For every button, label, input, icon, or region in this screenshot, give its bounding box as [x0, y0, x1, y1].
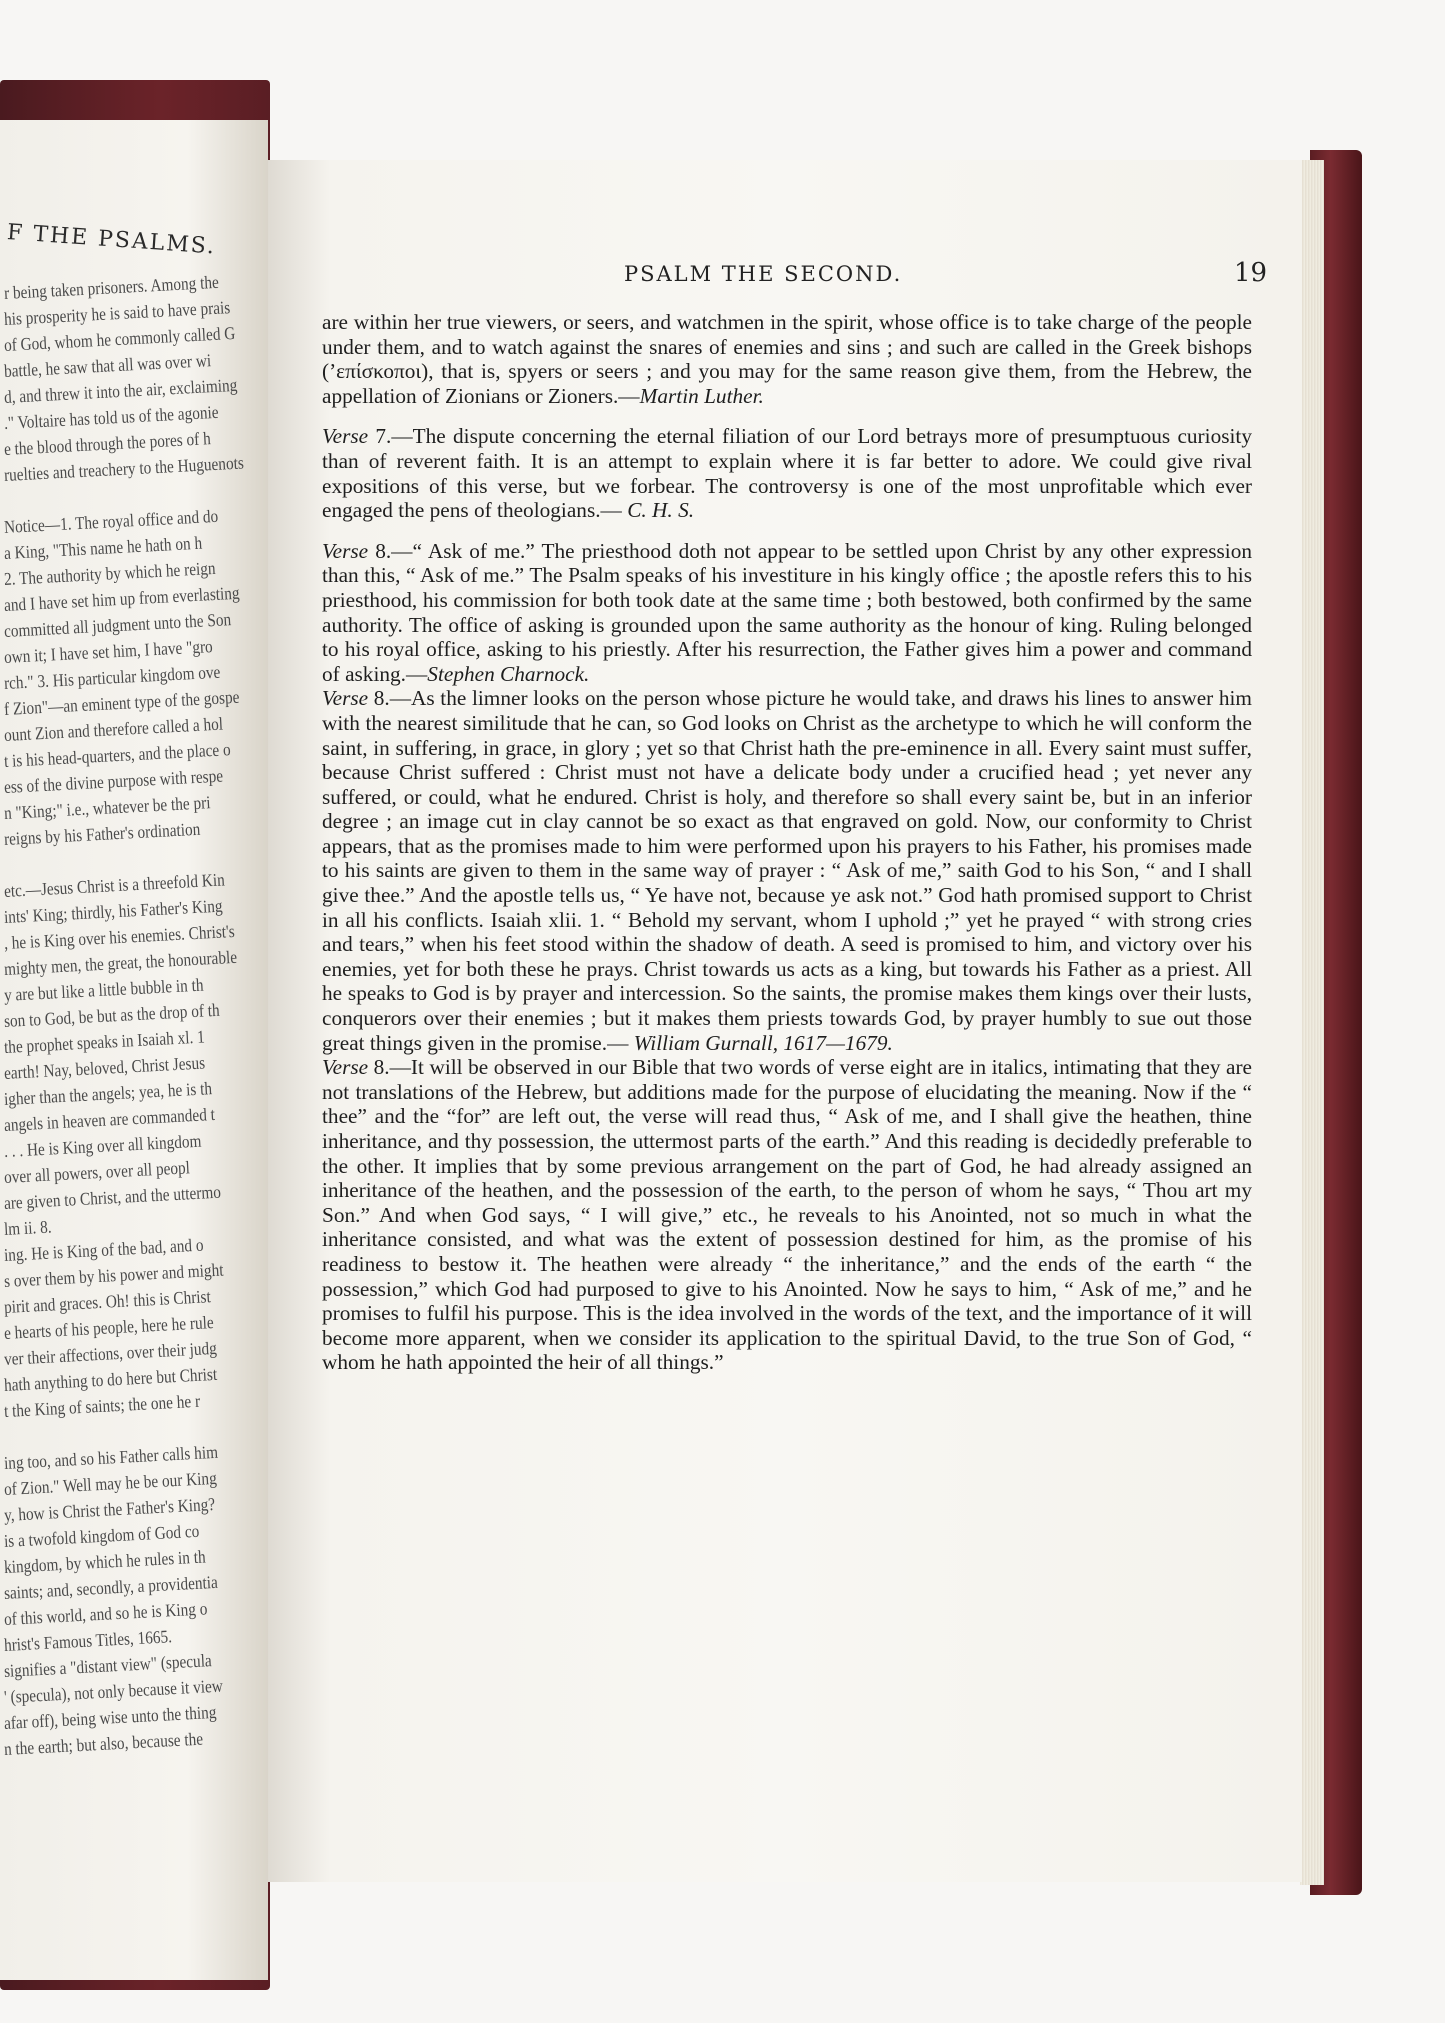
verse-label: Verse [322, 538, 369, 563]
paragraph: Verse 8.—As the limner looks on the person whose picture he would take, and draws his lines to answer him with the nearest similitude that he can, so God looks on Christ as the archetype to which he will conform the saint, in suffering, in grace, in glory ; yet so that Christ hath the pre-eminence in all. Every saint must suffer, because Christ suffered : Christ must not have a delicate body under a crucified head ; yet never any suffered, or could, what he endured. Christ is holy, and therefore so shall every saint be, but in an inferior degree ; an image cut in clay cannot be so exact as that engraved on gold. Now, our conformity to Christ appears, that as the promises made to him were performed upon his prayers to his Father, his promises made to his saints are given to them in the same way of prayer : “ Ask of me,” saith God to his Son, “ and I shall give thee.” And the apostle tells us, “ Ye have not, because ye ask not.” God hath promised support to Christ in all his conflicts. Isaiah xlii. 1. “ Behold my servant, whom I uphold ;” yet he prayed “ with strong cries and tears,” when his feet stood within the shadow of death. A seed is promised to him, and victory over his enemies, yet for both these he prays. Christ towards us acts as a king, but towards his Father as a priest. All he speaks to God is by prayer and intercession. So the saints, the promise makes them kings over their lusts, conquerors over their enemies ; but it makes them priests towards God, by prayer humbly to sue out those great things given in the promise.— William Gurnall, 1617—1679. [322, 686, 1252, 1055]
left-running-head: F THE PSALMS. [6, 220, 217, 260]
left-page-line: ruelties and treachery to the Huguenots [3, 452, 245, 485]
attribution: C. H. S. [627, 498, 695, 523]
left-page-line: son to God, be but as the drop of th [3, 999, 221, 1031]
left-page-line: e hearts of his people, here he rule [3, 1312, 215, 1343]
left-page-line: mighty men, the great, the honourable [3, 946, 238, 979]
left-page-line: saints; and, secondly, a providentia [3, 1571, 219, 1603]
paragraph: Verse 7.—The dispute concerning the eternal filiation of our Lord betrays more of presumptuous curiosity than of reverent faith. It is an attempt to explain where it is far better to adore. We could give rival expositions of this verse, but we forbear. The controversy is one of the most unprofitable which ever engaged the pens of theologians.— C. H. S. [322, 424, 1252, 523]
verse-label: Verse [322, 686, 369, 711]
left-page-line: f Zion"—an eminent type of the gospe [3, 686, 240, 719]
paragraph: Verse 8.—It will be observed in our Bible that two words of verse eight are in italics, intimating that they are not translations of the Hebrew, but additions made for the purpose of elucidating the meaning. Now if the “ thee” and the “for” are left out, the verse will read thus, “ Ask of me, and I shall give the heathen, thine inheritance, and thy possession, the uttermost parts of the earth.” And this reading is decidedly preferable to the other. It implies that by some previous arrangement on the part of God, he had already assigned an inheritance of the heathen, and the possession of the earth, to the person of whom he says, “ Thou art my Son.” And when God says, “ I will give,” etc., he reveals to his Anointed, not so much in what the inheritance consisted, and what was the extent of possession destined for him, as the promise of his readiness to bestow it. The heathen were already “ the inheritance,” and the ends of the earth “ the possession,” which God had purposed to give to his Anointed. Now he says to him, “ Ask of me,” and he promises to fulfil his purpose. This is the idea involved in the words of the text, and the importance of it will become more apparent, when we consider its application to the spiritual David, to the true Son of God, “ whom he hath appointed the heir of all things.” [322, 1055, 1252, 1375]
left-page-line: rch." 3. His particular kingdom ove [3, 661, 221, 693]
running-title: PSALM THE SECOND. [624, 262, 903, 286]
left-page-line: r being taken prisoners. Among the [3, 271, 220, 303]
left-page-line: his prosperity he is said to have prais [3, 297, 231, 329]
left-page-line: hrist's Famous Titles, 1665. [3, 1626, 173, 1655]
left-page-line: ' (specula), not only because it view [3, 1675, 224, 1707]
left-page-line: of this world, and so he is King o [3, 1598, 208, 1629]
left-page-line: are given to Christ, and the uttermo [3, 1181, 222, 1213]
left-page-line: 2. The authority by which he reign [3, 557, 216, 589]
paragraph: are within her true viewers, or seers, and watchmen in the spirit, whose office is to take charge of the people under them, and to watch against the snares of enemies and sins ; and such are called in the Greek bishops (’επίσκοποι), that is, spyers or seers ; and you may for the same reason give them, from the Hebrew, the appellation of Zionians or Zioners.—Martin Luther. [322, 310, 1252, 408]
left-page-line: kingdom, by which he rules in th [3, 1546, 207, 1577]
left-page-line: own it; I have set him, I have "gro [3, 636, 214, 667]
left-page-line: ing. He is King of the bad, and o [3, 1234, 204, 1265]
left-page-line: over all powers, over all peopl [3, 1157, 191, 1187]
verse-label: Verse [322, 1055, 369, 1080]
attribution: William Gurnall, 1617—1679. [633, 1030, 893, 1055]
left-page-line: . . . He is King over all kingdom [3, 1130, 202, 1161]
left-page-line: committed all judgment unto the Son [3, 609, 232, 641]
left-page-line: battle, he saw that all was over wi [3, 350, 212, 381]
paragraph: Verse 8.—“ Ask of me.” The priesthood doth not appear to be settled upon Christ by any other expression than this, “ Ask of me.” The Psalm speaks of his investiture in his kingly office ; the apostle refers this to his priesthood, his commission for both took date at the same time ; both bestowed, both confirmed by the same authority. The office of asking is grounded upon the same authority as the honour of king. Ruling belonged to his royal office, asking to his priestly. After his resurrection, the Father gives him a power and command of asking.—Stephen Charnock. [322, 538, 1252, 686]
attribution: Martin Luther. [639, 383, 764, 408]
left-page-line: y, how is Christ the Father's King? [3, 1493, 216, 1525]
left-page-line: of God, whom he commonly called G [3, 322, 236, 355]
left-page-line: ount Zion and therefore called a hol [3, 713, 224, 745]
right-page [268, 160, 1302, 1882]
page-edges [1300, 160, 1324, 1885]
left-page-line: , he is King over his enemies. Christ's [3, 920, 236, 953]
left-page-line: igher than the angels; yea, he is th [3, 1078, 213, 1109]
left-page-line: of Zion." Well may he be our King [3, 1467, 218, 1499]
left-page-line: hath anything to do here but Christ [3, 1363, 218, 1395]
attribution: Stephen Charnock. [427, 661, 590, 686]
left-page-line: t is his head-quarters, and the place o [3, 739, 232, 771]
left-page-line: s over them by his power and might [3, 1259, 224, 1291]
left-page-line: ver their affections, over their judg [3, 1337, 218, 1369]
left-page-line: earth! Nay, beloved, Christ Jesus [3, 1052, 206, 1083]
left-page-line: angels in heaven are commanded t [3, 1103, 216, 1135]
verse-label: Verse [322, 424, 369, 449]
left-page-line: reigns by his Father's ordination [3, 818, 201, 849]
left-page-line: ints' King; thirdly, his Father's King [3, 895, 223, 927]
left-page-line: t the King of saints; the one he r [3, 1390, 201, 1421]
left-page-line: y are but like a little bubble in th [3, 974, 204, 1005]
left-page-line: Notice—1. The royal office and do [3, 505, 219, 537]
left-page-line: e the blood through the pores of h [3, 428, 212, 459]
left-page [0, 120, 268, 1980]
running-head [268, 260, 1302, 300]
left-page-line: ." Voltaire has told us of the agonie [3, 401, 219, 433]
left-page-line: signifies a "distant view" (specula [3, 1650, 213, 1681]
left-page-line: the prophet speaks in Isaiah xl. 1 [3, 1026, 206, 1057]
left-page-line: etc.—Jesus Christ is a threefold Kin [3, 869, 226, 901]
page-number: 19 [1234, 258, 1268, 288]
left-page-line: and I have set him up from everlasting [3, 582, 241, 615]
body-text [322, 310, 1252, 1375]
left-page-line: n the earth; but also, because the [3, 1728, 204, 1759]
left-page-line: a King, "This name he hath on h [3, 532, 203, 563]
left-page-line: pirit and graces. Oh! this is Christ [3, 1286, 212, 1317]
left-page-line: ing too, and so his Father calls him [3, 1441, 219, 1473]
left-page-line: d, and threw it into the air, exclaiming [3, 374, 238, 407]
left-page-line: ess of the divine purpose with respe [3, 765, 224, 797]
left-page-text [3, 271, 268, 1762]
left-page-line: is a twofold kingdom of God co [3, 1520, 200, 1551]
left-page-line: n "King;" i.e., whatever be the pri [3, 792, 211, 823]
left-page-line: afar off), being wise unto the thing [3, 1701, 217, 1733]
left-page-line: lm ii. 8. [3, 1216, 53, 1239]
